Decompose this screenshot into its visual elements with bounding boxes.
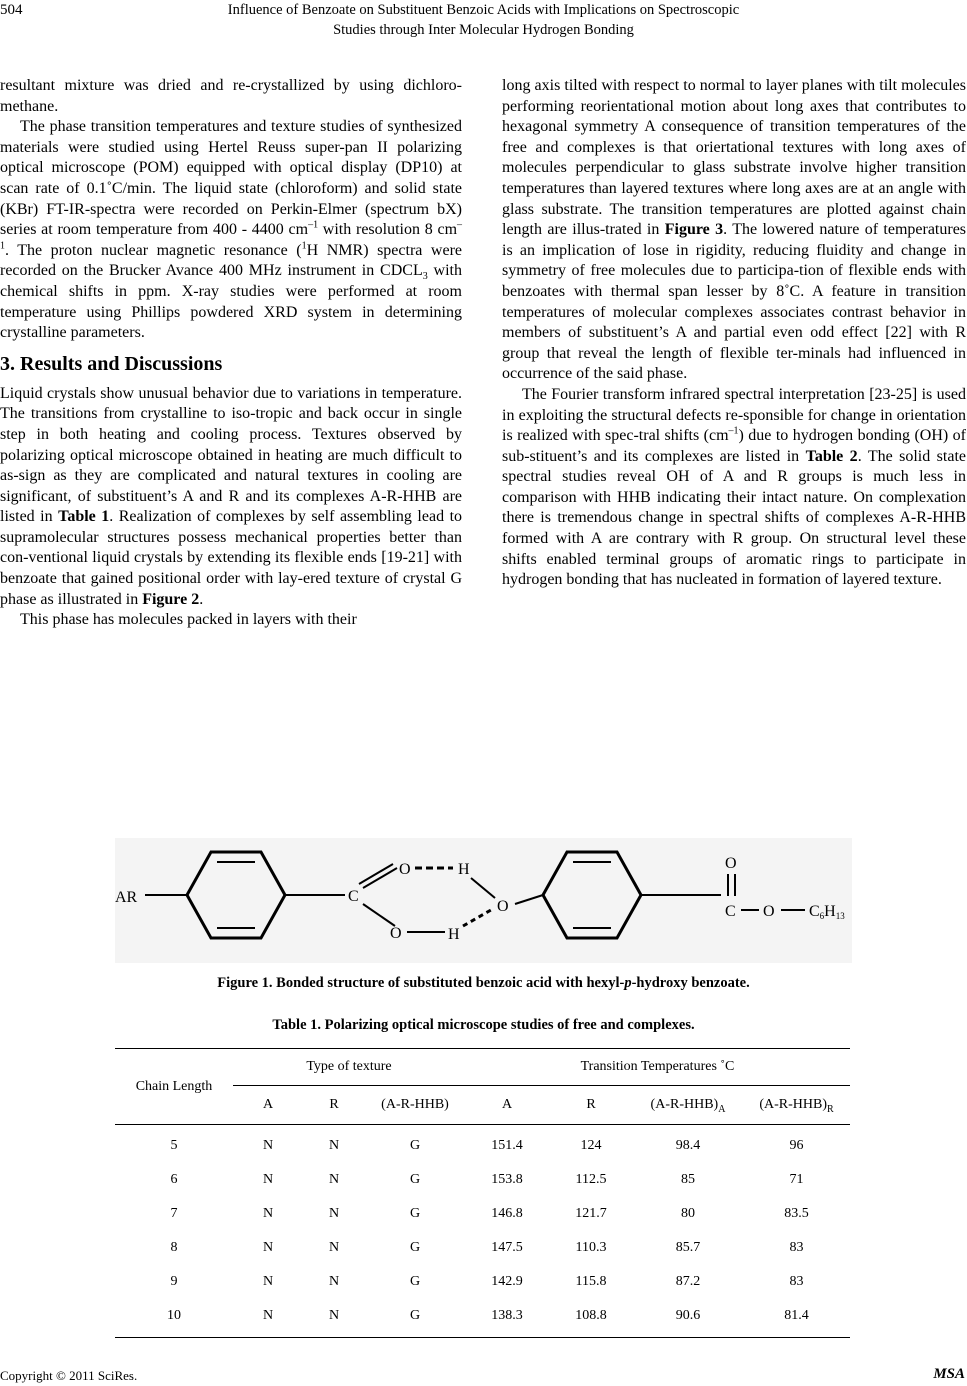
- table-cell: 115.8: [575, 1274, 607, 1289]
- header-texture: Type of texture: [233, 1049, 465, 1086]
- table-cell: 6: [170, 1172, 178, 1187]
- table-cell: 153.8: [491, 1172, 523, 1187]
- subheader-a-temp: A: [501, 1097, 513, 1112]
- table-cell: 112.5: [575, 1172, 607, 1187]
- label-o-ester: O: [763, 903, 775, 920]
- table-cell: G: [409, 1240, 421, 1255]
- table-cell: 110.3: [575, 1240, 607, 1255]
- table-cell: 81.4: [743, 1299, 850, 1338]
- subheader-complex: (A-R-HHB): [381, 1097, 449, 1112]
- subheader-complex-r: $(A-R-HHB)_R$: [759, 1097, 834, 1115]
- subheader-r-temp: R: [586, 1097, 596, 1112]
- table-cell: 10: [115, 1299, 233, 1338]
- table-cell: 87.2: [675, 1274, 701, 1289]
- table-cell: N: [262, 1274, 274, 1289]
- table-cell: 83: [789, 1274, 804, 1289]
- paragraph: This phase has molecules packed in layers with their: [20, 611, 357, 629]
- table-cell: N: [262, 1172, 274, 1187]
- paragraph: The phase transition temperatures and texture studies of synthesized materials were studied using Hertel Reuss super-pan II polarizing optical microscope (POM) equipped with optical display (DP10) at scan rate of 0.1˚C/min. The liquid state (chloroform) and solid state (KBr) FT-IR-spectra were recorded on Perkin-Elmer (spectrum bX) series at room temperature from 400 - 4400 $cm^{-1}$ with resolution 8 $cm^{-1}$. The proton nuclear magnetic resonance ($^1$H NMR) spectra were recorded on the Brucker Avance 400 MHz instrument in $CDCL_3$ with chemical shifts in ppm. X-ray studies were performed at room temperature using Phillips powdered XRD system in determining crystalline parameters.: [0, 118, 463, 342]
- section-heading: 3. Results and Discussions: [0, 352, 223, 375]
- left-column: [0, 76, 462, 631]
- table-cell: 85.7: [675, 1240, 701, 1255]
- table-row: [115, 1163, 850, 1197]
- label-c2: C: [725, 903, 736, 920]
- running-title: [150, 0, 817, 40]
- bond-line: [471, 878, 495, 898]
- table-cell: 108.8: [549, 1299, 633, 1338]
- label-o-carbonyl: O: [725, 855, 737, 872]
- table-cell: 147.5: [491, 1240, 523, 1255]
- subheader-r: R: [329, 1097, 339, 1112]
- table-cell: 96: [789, 1138, 804, 1153]
- table-cell: 90.6: [633, 1299, 743, 1338]
- running-title-line2: Studies through Inter Molecular Hydrogen Bonding: [333, 22, 634, 38]
- paragraph: long axis tilted with respect to normal to layer planes with tilt molecules performing reorientational motion about long axes that contributes to hexagonal symmetry A consequence of transition temperatures of the free and complexes is that oriertational textures with long axes of molecules perpendicular to glass substrate involve higher transition temperatures than layered textures where long axes are at an angle with glass substrate. The transition temperatures are plotted against chain length are illus-trated in Figure 3. The lowered nature of temperatures is an implication of lose in rigidity, reducing fluidity and change in symmetry of free molecules due to participa-tion of flexible ends with benzoates with thermal span lesser by 8˚C. A feature in transition temperatures of molecular complexes associates contrast behavior in members of substituent’s A and partial even odd effect [22] with R group that reveal the length of flexible ter-minals had influenced in occurrence of the said phase.: [502, 77, 967, 383]
- table-row: [115, 1265, 850, 1299]
- page-number: 504: [0, 2, 23, 18]
- running-title-line1: Influence of Benzoate on Substituent Benzoic Acids with Implications on Spectroscopic: [227, 2, 740, 18]
- table-cell: G: [409, 1138, 421, 1153]
- table-cell: 151.4: [491, 1138, 523, 1153]
- header-transition: Transition Temperatures ˚C: [465, 1049, 850, 1086]
- table-cell: 85: [681, 1172, 695, 1187]
- right-column: [502, 76, 966, 591]
- bond-line: [515, 895, 543, 904]
- table-cell: 5: [170, 1138, 178, 1153]
- table-cell: 71: [789, 1172, 804, 1187]
- table-cell: N: [233, 1299, 303, 1338]
- figure-1-structure: [115, 838, 852, 963]
- table-cell: 142.9: [491, 1274, 523, 1289]
- benzene-ring-left: [187, 852, 285, 938]
- table-cell: G: [409, 1274, 421, 1289]
- paragraph: Liquid crystals show unusual behavior due to variations in temperature. The transitions from crystalline to iso-tropic and back occur in single step in both heating and cooling process. Textures observed by polarizing optical microscope obtained in heating are much difficult to as-sign as they are complicated and natural textures in cooling are significant, of substituent’s A and R and its complexes A-R-HHB are listed in Table 1. Realization of complexes by self assembling lead to supramolecular structures possess mechanical properties better than con-ventional liquid crystals by extending its flexible ends [19-21] with benzoate that gained positional order with lay-ered texture of crystal G phase as illustrated in Figure 2.: [0, 384, 463, 608]
- table-cell: 83.5: [784, 1206, 809, 1221]
- table-cell: 98.4: [675, 1138, 701, 1153]
- table-cell: N: [328, 1240, 340, 1255]
- table-cell: 80: [681, 1206, 695, 1221]
- label-c6: C6H13: [809, 903, 845, 921]
- table-row: [115, 1231, 850, 1265]
- table-1-caption: Table 1. Polarizing optical microscope studies of free and complexes.: [272, 1017, 695, 1033]
- page-header: [0, 0, 967, 50]
- paragraph: resultant mixture was dried and re-crystallized by using dichloro-methane.: [0, 77, 462, 115]
- table-1: [115, 1048, 850, 1338]
- table-row: [115, 1299, 850, 1338]
- table-cell: N: [328, 1274, 340, 1289]
- table-cell: G: [409, 1206, 421, 1221]
- label-o-bot: O: [390, 925, 402, 942]
- table-cell: N: [303, 1299, 365, 1338]
- table-cell: 138.3: [465, 1299, 549, 1338]
- table-cell: G: [409, 1172, 421, 1187]
- figure-1-caption: Figure 1. Bonded structure of substituted benzoic acid with hexyl-p-hydroxy benzoate.: [217, 975, 750, 991]
- benzene-ring-right: [543, 852, 641, 938]
- table-cell: 124: [580, 1138, 602, 1153]
- table-cell: N: [262, 1138, 274, 1153]
- header-chain-length: Chain Length: [115, 1049, 233, 1125]
- table-cell: N: [328, 1138, 340, 1153]
- molecule-diagram: [115, 838, 852, 963]
- table-row: [115, 1125, 850, 1163]
- table-cell: 121.7: [575, 1206, 607, 1221]
- table-cell: 8: [170, 1240, 178, 1255]
- table-cell: 146.8: [491, 1206, 523, 1221]
- table-cell: N: [328, 1172, 340, 1187]
- hydrogen-bond: [463, 910, 491, 926]
- table-cell: 7: [170, 1206, 178, 1221]
- footer-journal: MSA: [933, 1366, 965, 1382]
- footer-copyright: Copyright © 2011 SciRes.: [0, 1368, 138, 1383]
- label-h-bot: H: [448, 926, 460, 943]
- table-cell: N: [262, 1240, 274, 1255]
- label-o-top: O: [399, 861, 411, 878]
- table-body: [115, 1125, 850, 1338]
- paragraph: The Fourier transform infrared spectral interpretation [23-25] is used in exploiting the structural defects re-sponsible for change in orientation is realized with spec-tral shifts $(cm^{-1})$ due to hydrogen bonding (OH) of sub-stituent’s and its complexes are listed in Table 2. The solid state spectral studies reveal OH of A and R groups is much less in comparison with HHB indicating their intact nature. On complexation there is tremendous change in spectral shifts of complexes A-R-HHB formed with A are contrary with R group. On structural level these shifts enabled terminal groups of aromatic rings to participate in hydrogen bonding that has nucleated in formation of layered texture.: [502, 385, 966, 589]
- subheader-complex-a: $(A-R-HHB)_A$: [650, 1097, 726, 1115]
- table-cell: N: [262, 1206, 274, 1221]
- table-cell: 83: [789, 1240, 804, 1255]
- bond-line: [363, 904, 395, 926]
- table-row: [115, 1197, 850, 1231]
- subheader-a: A: [262, 1097, 274, 1112]
- table-cell: 9: [170, 1274, 178, 1289]
- label-h-top: H: [458, 861, 470, 878]
- label-c1: C: [348, 888, 359, 905]
- label-ar: AR: [115, 889, 138, 906]
- table-cell: N: [328, 1206, 340, 1221]
- label-o-mid: O: [497, 898, 509, 915]
- table-cell: G: [365, 1299, 465, 1338]
